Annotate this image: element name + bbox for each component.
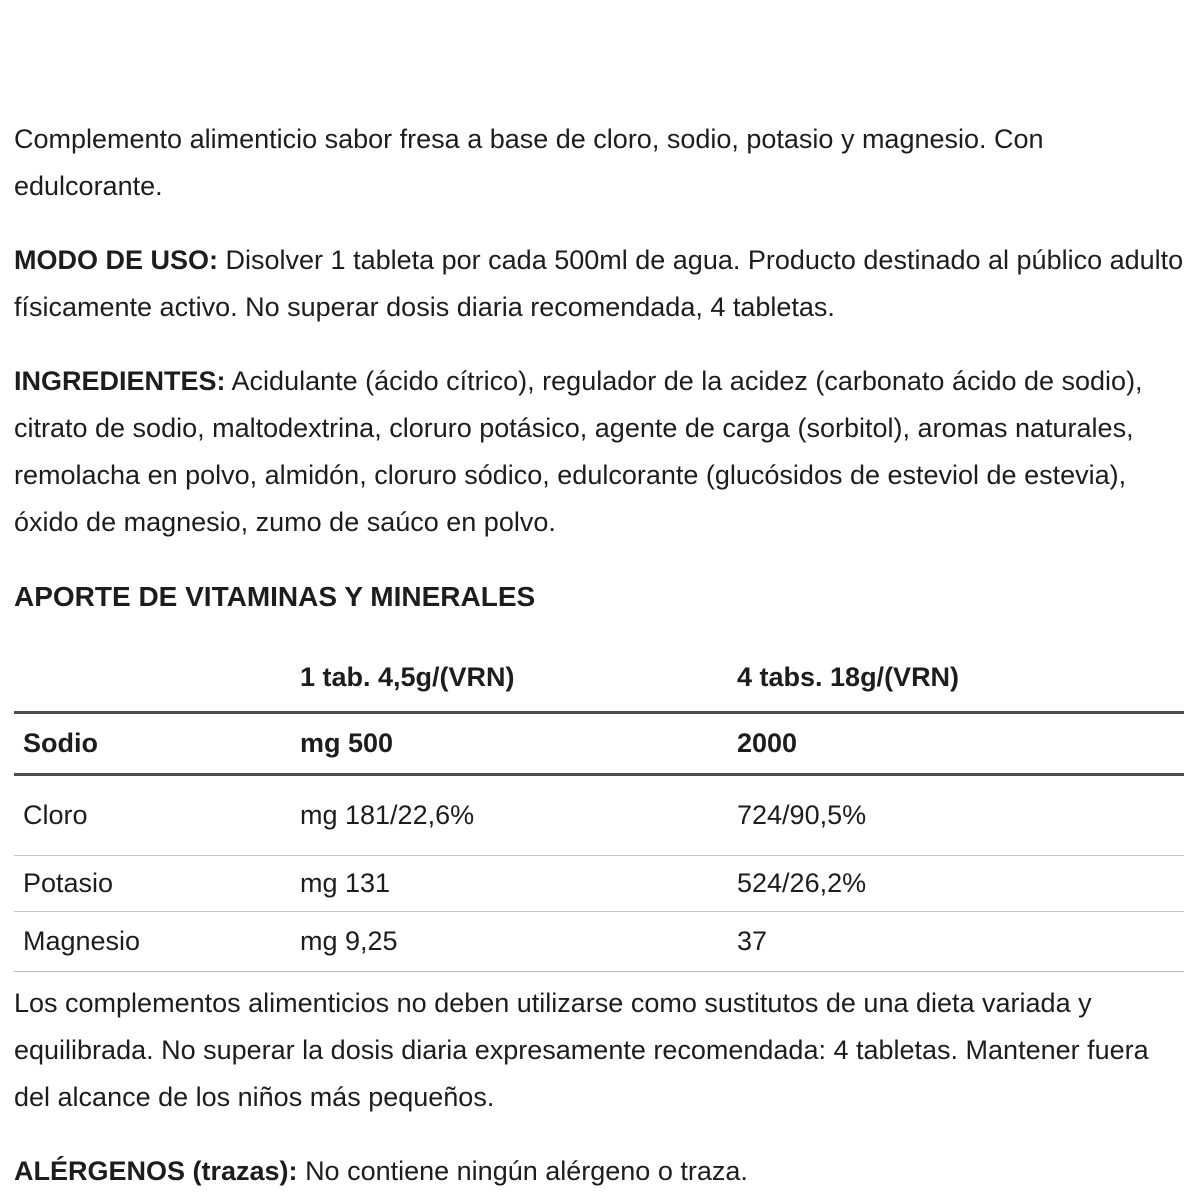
value-per-tab: mg 131 <box>300 855 737 911</box>
product-description: Complemento alimenticio sabor fresa a base de cloro, sodio, potasio y magnesio. Con edulcorante. <box>14 124 1044 201</box>
allergens-text: No contiene ningún alérgeno o traza. <box>305 1155 748 1186</box>
nutrient-name: Cloro <box>14 774 300 855</box>
table-row-potasio <box>14 855 1184 911</box>
supplement-disclaimer: Los complementos alimenticios no deben utilizarse como sustitutos de una dieta variada y equilibrada. No superar la dosis diaria expresamente recomendada: 4 tabletas. Mantener fuera del alcance de los niños más pequeños. <box>14 987 1149 1112</box>
table-header-row <box>14 636 1184 712</box>
vitamins-minerals-heading: APORTE DE VITAMINAS Y MINERALES <box>14 581 536 612</box>
value-per-tab: mg 9,25 <box>300 911 737 971</box>
nutrient-name: Potasio <box>14 855 300 911</box>
value-per-4tabs: 37 <box>737 911 1184 971</box>
value-per-4tabs: 724/90,5% <box>737 774 1184 855</box>
value-per-tab: mg 181/22,6% <box>300 774 737 855</box>
usage-text: Disolver 1 tableta por cada 500ml de agua. Producto destinado al público adulto físicamente activo. No superar dosis diaria recomendada, 4 tabletas. <box>14 245 1184 322</box>
table-row-cloro <box>14 774 1184 855</box>
usage-section <box>14 237 1184 331</box>
table-row-sodio <box>14 712 1184 774</box>
allergens-section <box>14 1148 1184 1195</box>
table-header-nutrient <box>14 636 300 712</box>
ingredients-text: Acidulante (ácido cítrico), regulador de la acidez (carbonato ácido de sodio), citrato de sodio, maltodextrina, cloruro potásico, agente de carga (sorbitol), aromas naturales, remolacha en polvo, almidón, cloruro sódico, edulcorante (glucósidos de esteviol de estevia), óxido de magnesio, zumo de saúco en polvo. <box>14 366 1143 537</box>
ingredients-label: INGREDIENTES: <box>14 366 226 396</box>
nutrition-table <box>14 636 1184 972</box>
value-per-4tabs: 524/26,2% <box>737 855 1184 911</box>
value-per-tab: mg 500 <box>300 712 737 774</box>
ingredients-section <box>14 358 1184 546</box>
allergens-label: ALÉRGENOS (trazas): <box>14 1155 298 1186</box>
nutrient-name: Sodio <box>14 712 300 774</box>
table-header-per-4tabs: 4 tabs. 18g/(VRN) <box>737 636 1184 712</box>
table-row-magnesio <box>14 911 1184 971</box>
usage-label: MODO DE USO: <box>14 245 219 275</box>
table-header-per-tab: 1 tab. 4,5g/(VRN) <box>300 636 737 712</box>
nutrient-name: Magnesio <box>14 911 300 971</box>
value-per-4tabs: 2000 <box>737 712 1184 774</box>
